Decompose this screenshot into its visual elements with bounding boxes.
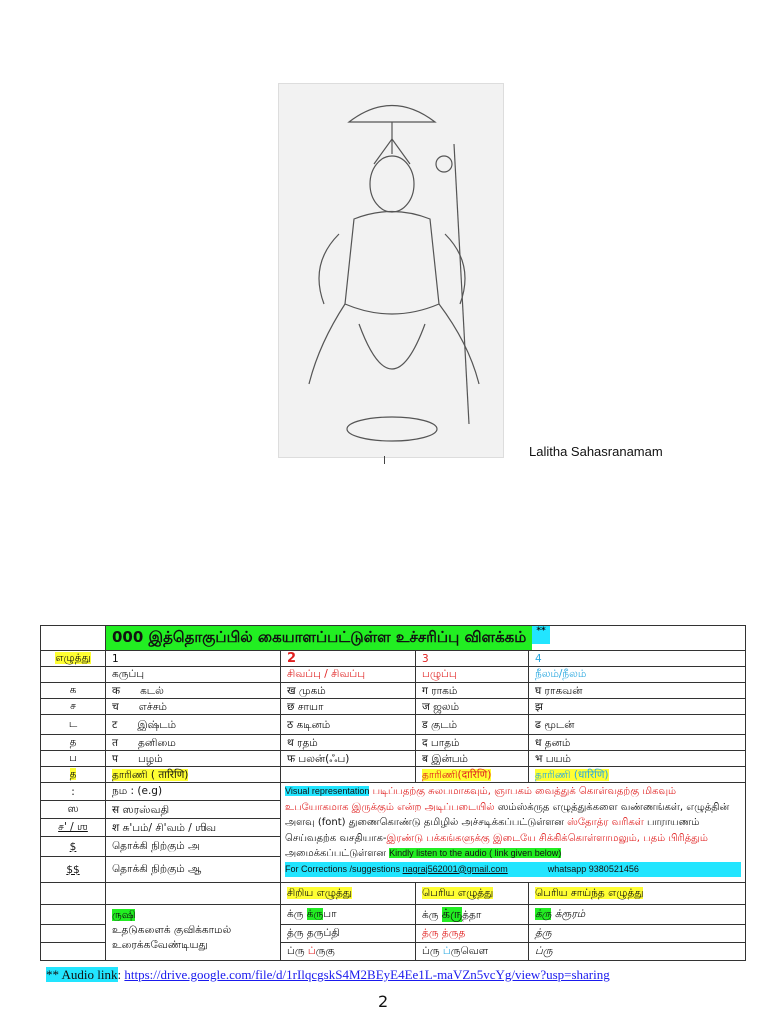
page-number: 2	[378, 992, 389, 1011]
note-text: படிப்பதற்கு சுலபமாகவும், ஞாபகம் வைத்துக் கொள்வதற்கு மிகவும் உபயோகமாக இருக்கும் என்ற அடிப்படையில்	[285, 786, 677, 813]
cell-text: ज ஜலம்	[422, 700, 460, 713]
note-text: ஸ்தோத்ர வரிகள்	[567, 817, 647, 828]
symbol-desc: தொக்கி நிற்கும் ஆ	[106, 857, 281, 883]
cell-text: भ பயம்	[535, 752, 571, 765]
header-row	[41, 651, 746, 667]
note-visual: Visual representation	[285, 786, 370, 796]
cell-c3	[416, 683, 529, 699]
size-header-row	[41, 883, 746, 905]
cell-c3	[416, 699, 529, 715]
cell-text: த	[69, 768, 77, 780]
symbol: ச' / ஶ	[41, 819, 106, 837]
title-mark: **	[532, 626, 549, 645]
note-text: இரண்டு பக்கங்களுக்கு இடையே சிக்கிக்கொள்ளாமலும், பதம் பிரித்தும்	[386, 832, 708, 844]
cell-ta	[41, 767, 106, 783]
cell-text: च எச்சம்	[112, 700, 167, 713]
letter-row	[41, 767, 746, 783]
cell-ta	[41, 699, 106, 715]
cell-c4	[529, 767, 746, 783]
header-3: 3	[416, 651, 529, 667]
table-title: 000 இத்தொகுப்பில் கையாளப்பட்டுள்ள உச்சரிப்பு விளக்கம்	[106, 626, 532, 650]
example: க்ரு	[441, 906, 463, 922]
example: பா	[323, 908, 337, 920]
note-text: ஸம்ஸ்க்ருத எழுத்துக்களை வண்ணங்கள், எழுத்தின் அளவு (font) துணைகொண்டு தமிழில் அச்சடிக்கப்பட்டுள்ளன	[285, 801, 730, 828]
cell-c2	[281, 751, 416, 767]
divider	[384, 456, 385, 464]
separator: :	[117, 967, 125, 982]
color-brown: பழுப்பு	[416, 667, 529, 683]
goddess-illustration	[278, 83, 504, 458]
example: க்ரு	[306, 908, 324, 920]
cell-c1	[106, 715, 281, 735]
cell-text: ड குடம்	[422, 718, 458, 731]
note-text: அமைக்கப்பட்டுள்ளன	[285, 848, 390, 859]
symbol-row	[41, 783, 746, 801]
example: ருகு	[315, 945, 335, 957]
letter-row	[41, 715, 746, 735]
email-link[interactable]: nagraj562001@gmail.com	[402, 863, 508, 874]
letter-row	[41, 751, 746, 767]
pronunciation-table	[40, 625, 746, 961]
figure-caption: Lalitha Sahasranamam	[529, 444, 663, 459]
example: ப்ரு	[287, 945, 308, 957]
example: த்ருத	[441, 927, 466, 939]
cell-c1	[106, 751, 281, 767]
cell-ta	[41, 715, 106, 735]
cell-c4	[529, 751, 746, 767]
color-blue: நீலம்/நீலம்	[529, 667, 746, 683]
letter-row	[41, 735, 746, 751]
cell-text: छ சாயா	[287, 700, 324, 713]
cell-c2	[281, 767, 416, 783]
cell-text: त தனிமை	[112, 736, 176, 749]
cell-text: ग ராகம்	[422, 684, 458, 697]
symbol: ஸ	[41, 801, 106, 819]
cell-text: ख முகம்	[287, 684, 326, 697]
cell-text: थ ரதம்	[287, 736, 318, 749]
symbol-desc: தொக்கி நிற்கும் அ	[106, 837, 281, 857]
example: க்ரு	[287, 908, 307, 920]
cell-c2	[281, 699, 416, 715]
cell-text: ச	[70, 700, 76, 712]
cell-text: ठ கடினம்	[287, 718, 331, 731]
table-title-row	[41, 626, 746, 651]
whatsapp-number: whatsapp 9380521456	[547, 863, 639, 874]
example: ப்	[442, 945, 451, 957]
note-text: பாராயணம் செய்வதற்க வசதியாக-	[285, 817, 700, 844]
letter-row	[41, 699, 746, 715]
letter-row	[41, 683, 746, 699]
cell-text: प பழம்	[112, 752, 163, 765]
cell-text: घ ராகவன்	[535, 684, 583, 697]
header-1: 1	[106, 651, 281, 667]
cell-ta	[41, 751, 106, 767]
cell-c1	[106, 699, 281, 715]
cell-text: ढ மூடன்	[535, 718, 575, 731]
header-letter: எழுத்து	[55, 652, 91, 664]
audio-note: Kindly listen to the audio ( link given below)	[389, 848, 562, 858]
audio-link-line	[46, 967, 610, 983]
example: த்ரு	[529, 925, 746, 943]
cell-c4	[529, 683, 746, 699]
cell-text: ப	[69, 752, 77, 764]
ru-row	[41, 905, 746, 925]
cell-text: க	[69, 684, 77, 696]
cell-text: தாரிணி(दारिणि)	[422, 768, 492, 781]
cell-ta	[41, 683, 106, 699]
example: ப்	[307, 945, 316, 957]
symbol-desc: श சு'பம்/ சி'வம் / ஶிவ	[106, 819, 281, 837]
cell-c3	[416, 767, 529, 783]
cell-c4	[529, 715, 746, 735]
cell-c3	[416, 735, 529, 751]
example: ப்ரு	[422, 945, 443, 957]
corrections-label: For Corrections /suggestions	[285, 863, 403, 874]
size-big: பெரிய எழுத்து	[422, 887, 494, 899]
cell-c4	[529, 735, 746, 751]
cell-text: फ பலன்(ஃப)	[287, 752, 350, 765]
example: ப்ரு	[529, 943, 746, 961]
cell-c1	[106, 767, 281, 783]
symbol: $$	[41, 857, 106, 883]
ru-label: ருஷி	[112, 909, 136, 921]
cell-c1	[106, 683, 281, 699]
example: க்ரு	[535, 908, 552, 920]
cell-c2	[281, 735, 416, 751]
example: ருவெள	[450, 945, 489, 957]
symbol: $	[41, 837, 106, 857]
cell-text: ட	[68, 718, 78, 730]
cell-ta	[41, 735, 106, 751]
symbol: :	[41, 783, 106, 801]
symbol-desc: நம : (e.g)	[106, 783, 281, 801]
color-black: கருப்பு	[106, 667, 281, 683]
cell-text: தாரிணி (धारिणि)	[535, 768, 609, 781]
symbol-desc: स ஸரஸ்வதி	[106, 801, 281, 819]
header-2: 2	[281, 651, 416, 667]
size-small: சிறிய எழுத்து	[287, 887, 352, 899]
ru-desc: உதடுகளைக் குவிக்காமல் உரைக்கவேண்டியது	[112, 924, 232, 951]
cell-text: தாரிணி ( तारिणि)	[112, 768, 189, 781]
audio-label: ** Audio link	[46, 967, 118, 982]
example: த்ரு	[422, 927, 442, 939]
cell-c2	[281, 683, 416, 699]
size-italic: பெரிய சாய்ந்த எழுத்து	[535, 887, 644, 899]
cell-text: द பாதம்	[422, 736, 460, 749]
cell-text: ट இஷ்டம்	[112, 718, 177, 731]
cell-text: த	[69, 736, 77, 748]
cell-c2	[281, 715, 416, 735]
audio-link[interactable]: https://drive.google.com/file/d/1rIlqcgskS4M2BEyE4Ee1L-maVZn5vcYg/view?usp=sharing	[124, 967, 610, 982]
cell-text: झ	[535, 700, 543, 713]
cell-c3	[416, 715, 529, 735]
header-4: 4	[529, 651, 746, 667]
cell-c4	[529, 699, 746, 715]
color-row	[41, 667, 746, 683]
example: க்ரூரம்	[551, 908, 586, 920]
color-red: சிவப்பு / சிவப்பு	[281, 667, 416, 683]
cell-text: ब இன்பம்	[422, 752, 468, 765]
note-cell	[281, 783, 746, 883]
example: த்தா	[462, 908, 482, 921]
example: த்ரு தருப்தி	[281, 925, 416, 943]
cell-c3	[416, 751, 529, 767]
example: க்ரு	[422, 908, 442, 921]
cell-c1	[106, 735, 281, 751]
cell-text: क கடல்	[112, 684, 164, 697]
cell-text: ध தனம்	[535, 736, 571, 749]
